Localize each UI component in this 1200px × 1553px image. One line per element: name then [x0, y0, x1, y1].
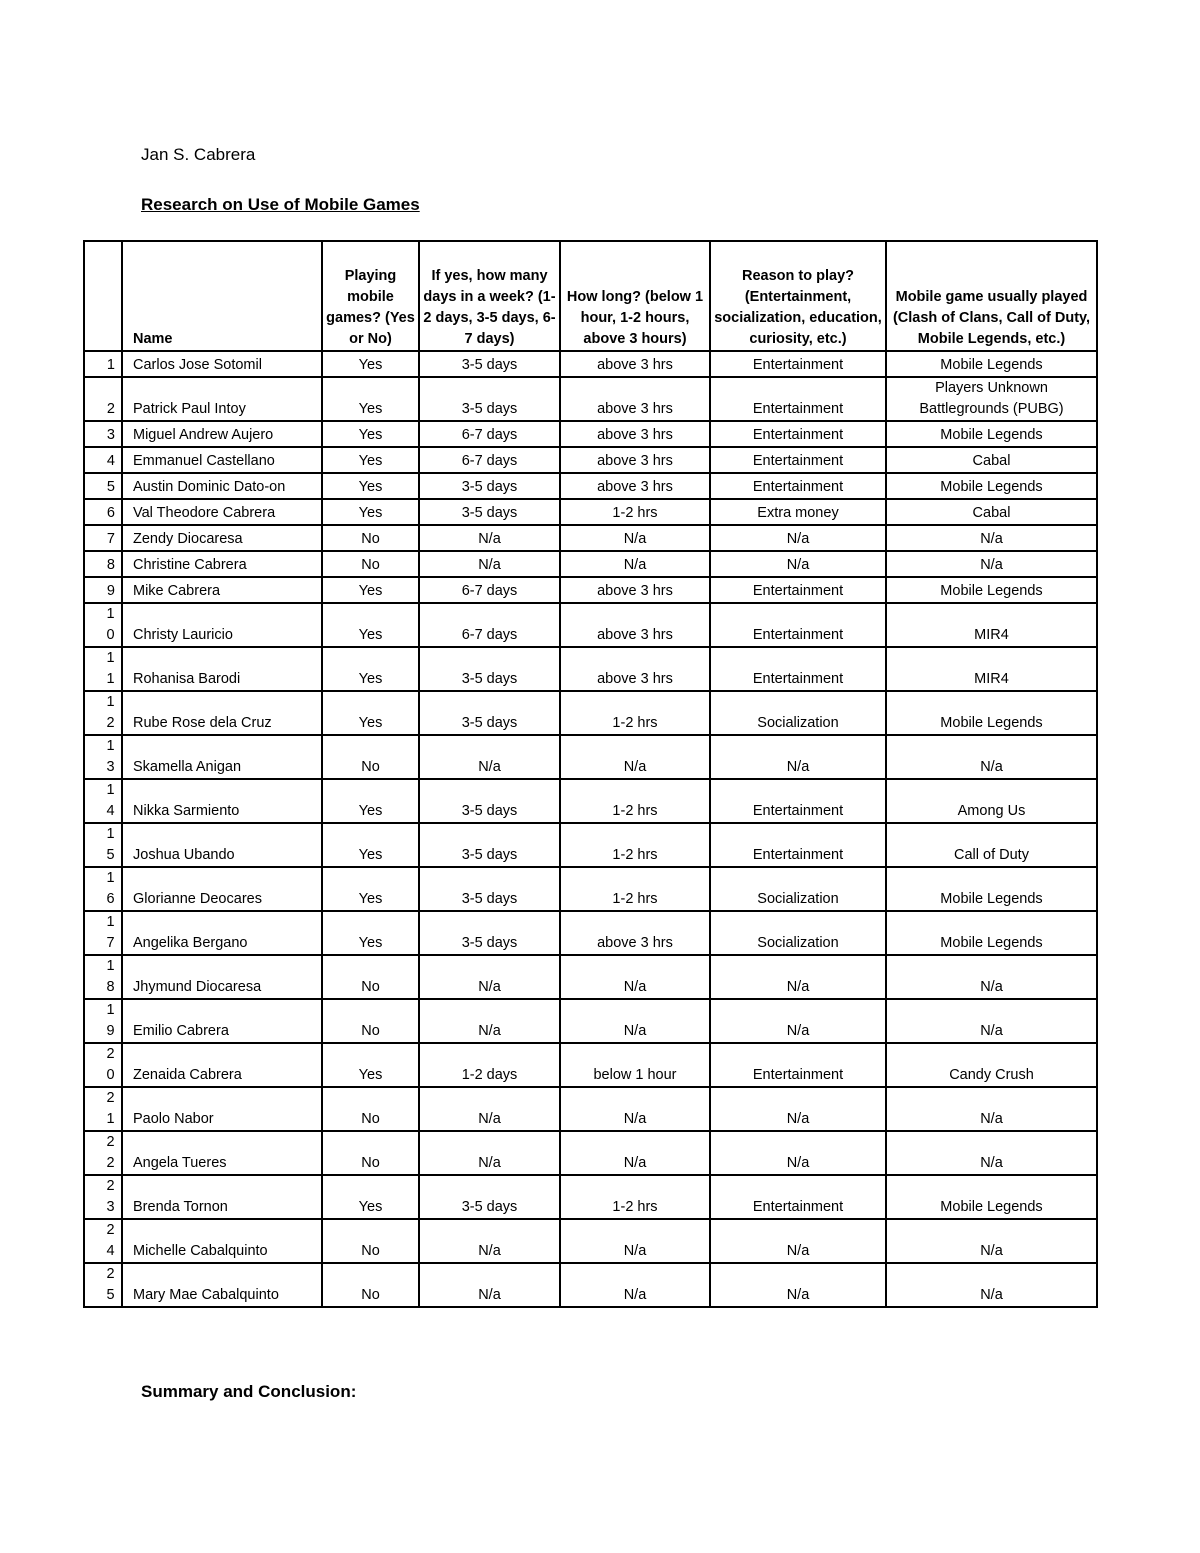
row-number: 1	[84, 351, 122, 377]
respondent-name: Glorianne Deocares	[122, 867, 322, 911]
cell-how-long: N/a	[560, 525, 710, 551]
cell-days: 3-5 days	[419, 823, 560, 867]
cell-days: 6-7 days	[419, 421, 560, 447]
cell-playing: Yes	[322, 473, 419, 499]
cell-game: Mobile Legends	[886, 911, 1097, 955]
respondent-name: Patrick Paul Intoy	[122, 377, 322, 421]
cell-days: N/a	[419, 1263, 560, 1307]
cell-how-long: above 3 hrs	[560, 577, 710, 603]
table-row	[84, 603, 1097, 647]
cell-how-long: 1-2 hrs	[560, 691, 710, 735]
table-row	[84, 1263, 1097, 1307]
cell-how-long: above 3 hrs	[560, 603, 710, 647]
row-number: 9	[84, 577, 122, 603]
cell-days: N/a	[419, 735, 560, 779]
cell-how-long: 1-2 hrs	[560, 779, 710, 823]
cell-game: Mobile Legends	[886, 351, 1097, 377]
respondent-name: Carlos Jose Sotomil	[122, 351, 322, 377]
respondent-name: Paolo Nabor	[122, 1087, 322, 1131]
survey-table-body	[84, 351, 1097, 1307]
table-row	[84, 1131, 1097, 1175]
header-name: Name	[122, 241, 322, 351]
row-number: 8	[84, 551, 122, 577]
cell-playing: Yes	[322, 377, 419, 421]
table-row	[84, 551, 1097, 577]
table-row	[84, 779, 1097, 823]
cell-reason: Entertainment	[710, 603, 886, 647]
row-number: 21	[84, 1087, 122, 1131]
cell-playing: No	[322, 1263, 419, 1307]
cell-how-long: 1-2 hrs	[560, 867, 710, 911]
row-number: 19	[84, 999, 122, 1043]
cell-playing: No	[322, 551, 419, 577]
table-row	[84, 867, 1097, 911]
table-row	[84, 577, 1097, 603]
cell-how-long: above 3 hrs	[560, 911, 710, 955]
cell-playing: No	[322, 735, 419, 779]
row-number: 5	[84, 473, 122, 499]
header-reason: Reason to play? (Entertainment, socialization, education, curiosity, etc.)	[710, 241, 886, 351]
table-row	[84, 473, 1097, 499]
table-row	[84, 351, 1097, 377]
cell-how-long: above 3 hrs	[560, 351, 710, 377]
row-number: 20	[84, 1043, 122, 1087]
cell-playing: Yes	[322, 1043, 419, 1087]
table-row	[84, 499, 1097, 525]
table-row	[84, 1219, 1097, 1263]
cell-reason: Entertainment	[710, 421, 886, 447]
respondent-name: Brenda Tornon	[122, 1175, 322, 1219]
summary-heading: Summary and Conclusion:	[141, 1382, 357, 1401]
cell-game: N/a	[886, 999, 1097, 1043]
cell-days: 3-5 days	[419, 473, 560, 499]
cell-days: 6-7 days	[419, 447, 560, 473]
row-number: 17	[84, 911, 122, 955]
row-number: 22	[84, 1131, 122, 1175]
cell-reason: Extra money	[710, 499, 886, 525]
cell-playing: Yes	[322, 691, 419, 735]
row-number: 13	[84, 735, 122, 779]
table-row	[84, 647, 1097, 691]
cell-reason: N/a	[710, 735, 886, 779]
header-game: Mobile game usually played (Clash of Clans, Call of Duty, Mobile Legends, etc.)	[886, 241, 1097, 351]
cell-playing: Yes	[322, 447, 419, 473]
row-number: 11	[84, 647, 122, 691]
cell-game: Mobile Legends	[886, 421, 1097, 447]
cell-playing: No	[322, 999, 419, 1043]
cell-game: N/a	[886, 955, 1097, 999]
cell-playing: No	[322, 955, 419, 999]
cell-game: Mobile Legends	[886, 867, 1097, 911]
cell-days: 3-5 days	[419, 867, 560, 911]
respondent-name: Miguel Andrew Aujero	[122, 421, 322, 447]
cell-playing: No	[322, 1087, 419, 1131]
respondent-name: Jhymund Diocaresa	[122, 955, 322, 999]
cell-reason: Entertainment	[710, 1175, 886, 1219]
cell-days: 3-5 days	[419, 499, 560, 525]
table-row	[84, 823, 1097, 867]
cell-days: 3-5 days	[419, 647, 560, 691]
respondent-name: Zenaida Cabrera	[122, 1043, 322, 1087]
cell-days: N/a	[419, 525, 560, 551]
cell-how-long: above 3 hrs	[560, 447, 710, 473]
cell-game: N/a	[886, 1131, 1097, 1175]
cell-playing: Yes	[322, 647, 419, 691]
respondent-name: Skamella Anigan	[122, 735, 322, 779]
table-row	[84, 421, 1097, 447]
cell-reason: N/a	[710, 1131, 886, 1175]
respondent-name: Rube Rose dela Cruz	[122, 691, 322, 735]
respondent-name: Zendy Diocaresa	[122, 525, 322, 551]
cell-game: Mobile Legends	[886, 473, 1097, 499]
cell-playing: Yes	[322, 779, 419, 823]
row-number: 16	[84, 867, 122, 911]
respondent-name: Rohanisa Barodi	[122, 647, 322, 691]
cell-game: Mobile Legends	[886, 577, 1097, 603]
cell-reason: Entertainment	[710, 779, 886, 823]
row-number: 6	[84, 499, 122, 525]
cell-game: N/a	[886, 551, 1097, 577]
cell-how-long: N/a	[560, 1263, 710, 1307]
header-num	[84, 241, 122, 351]
cell-playing: Yes	[322, 351, 419, 377]
cell-reason: Entertainment	[710, 823, 886, 867]
cell-game: Cabal	[886, 499, 1097, 525]
cell-game: Mobile Legends	[886, 1175, 1097, 1219]
table-row	[84, 1175, 1097, 1219]
cell-how-long: N/a	[560, 1087, 710, 1131]
respondent-name: Christine Cabrera	[122, 551, 322, 577]
table-row	[84, 1087, 1097, 1131]
cell-reason: N/a	[710, 551, 886, 577]
cell-reason: N/a	[710, 1219, 886, 1263]
cell-game: N/a	[886, 735, 1097, 779]
table-row	[84, 525, 1097, 551]
row-number: 25	[84, 1263, 122, 1307]
respondent-name: Angela Tueres	[122, 1131, 322, 1175]
respondent-name: Michelle Cabalquinto	[122, 1219, 322, 1263]
cell-game: Cabal	[886, 447, 1097, 473]
row-number: 24	[84, 1219, 122, 1263]
row-number: 3	[84, 421, 122, 447]
table-row	[84, 911, 1097, 955]
cell-playing: Yes	[322, 823, 419, 867]
cell-reason: Entertainment	[710, 351, 886, 377]
cell-days: N/a	[419, 551, 560, 577]
cell-how-long: 1-2 hrs	[560, 823, 710, 867]
cell-how-long: N/a	[560, 999, 710, 1043]
author-name: Jan S. Cabrera	[141, 145, 256, 164]
cell-reason: Entertainment	[710, 377, 886, 421]
row-number: 23	[84, 1175, 122, 1219]
cell-days: 3-5 days	[419, 779, 560, 823]
survey-table	[83, 240, 1098, 1308]
respondent-name: Austin Dominic Dato-on	[122, 473, 322, 499]
cell-reason: Entertainment	[710, 447, 886, 473]
table-row	[84, 447, 1097, 473]
table-row	[84, 955, 1097, 999]
cell-reason: Socialization	[710, 911, 886, 955]
cell-playing: No	[322, 1219, 419, 1263]
cell-how-long: N/a	[560, 1219, 710, 1263]
cell-reason: N/a	[710, 1263, 886, 1307]
cell-playing: No	[322, 1131, 419, 1175]
cell-days: N/a	[419, 955, 560, 999]
cell-how-long: N/a	[560, 735, 710, 779]
cell-reason: Entertainment	[710, 473, 886, 499]
cell-game: Players Unknown Battlegrounds (PUBG)	[886, 377, 1097, 421]
cell-playing: Yes	[322, 603, 419, 647]
cell-reason: N/a	[710, 1087, 886, 1131]
cell-game: Call of Duty	[886, 823, 1097, 867]
row-number: 14	[84, 779, 122, 823]
cell-how-long: 1-2 hrs	[560, 1175, 710, 1219]
header-playing: Playing mobile games? (Yes or No)	[322, 241, 419, 351]
cell-game: MIR4	[886, 603, 1097, 647]
cell-reason: Entertainment	[710, 577, 886, 603]
cell-days: 3-5 days	[419, 377, 560, 421]
table-row	[84, 377, 1097, 421]
document-title: Research on Use of Mobile Games	[141, 195, 420, 214]
cell-reason: N/a	[710, 525, 886, 551]
cell-playing: Yes	[322, 867, 419, 911]
cell-days: N/a	[419, 1087, 560, 1131]
cell-reason: Entertainment	[710, 1043, 886, 1087]
cell-reason: Socialization	[710, 867, 886, 911]
respondent-name: Val Theodore Cabrera	[122, 499, 322, 525]
cell-game: N/a	[886, 525, 1097, 551]
cell-days: 3-5 days	[419, 691, 560, 735]
cell-playing: Yes	[322, 421, 419, 447]
cell-playing: No	[322, 525, 419, 551]
cell-game: Candy Crush	[886, 1043, 1097, 1087]
cell-how-long: N/a	[560, 551, 710, 577]
cell-playing: Yes	[322, 577, 419, 603]
cell-days: N/a	[419, 1131, 560, 1175]
cell-game: MIR4	[886, 647, 1097, 691]
respondent-name: Emilio Cabrera	[122, 999, 322, 1043]
header-days: If yes, how many days in a week? (1-2 days, 3-5 days, 6-7 days)	[419, 241, 560, 351]
cell-days: 6-7 days	[419, 603, 560, 647]
cell-days: 1-2 days	[419, 1043, 560, 1087]
cell-how-long: 1-2 hrs	[560, 499, 710, 525]
cell-how-long: above 3 hrs	[560, 421, 710, 447]
cell-game: Among Us	[886, 779, 1097, 823]
cell-days: N/a	[419, 999, 560, 1043]
row-number: 4	[84, 447, 122, 473]
cell-game: N/a	[886, 1219, 1097, 1263]
table-row	[84, 999, 1097, 1043]
row-number: 15	[84, 823, 122, 867]
cell-how-long: below 1 hour	[560, 1043, 710, 1087]
row-number: 18	[84, 955, 122, 999]
cell-days: 3-5 days	[419, 911, 560, 955]
respondent-name: Joshua Ubando	[122, 823, 322, 867]
row-number: 7	[84, 525, 122, 551]
row-number: 12	[84, 691, 122, 735]
table-row	[84, 691, 1097, 735]
cell-how-long: above 3 hrs	[560, 473, 710, 499]
cell-playing: Yes	[322, 911, 419, 955]
cell-reason: N/a	[710, 955, 886, 999]
cell-days: N/a	[419, 1219, 560, 1263]
cell-days: 6-7 days	[419, 577, 560, 603]
cell-how-long: above 3 hrs	[560, 377, 710, 421]
cell-reason: N/a	[710, 999, 886, 1043]
cell-how-long: above 3 hrs	[560, 647, 710, 691]
table-header-row	[84, 241, 1097, 351]
respondent-name: Emmanuel Castellano	[122, 447, 322, 473]
cell-playing: Yes	[322, 499, 419, 525]
cell-game: N/a	[886, 1263, 1097, 1307]
respondent-name: Mary Mae Cabalquinto	[122, 1263, 322, 1307]
cell-reason: Entertainment	[710, 647, 886, 691]
respondent-name: Nikka Sarmiento	[122, 779, 322, 823]
respondent-name: Angelika Bergano	[122, 911, 322, 955]
row-number: 2	[84, 377, 122, 421]
table-row	[84, 1043, 1097, 1087]
cell-game: Mobile Legends	[886, 691, 1097, 735]
cell-how-long: N/a	[560, 955, 710, 999]
cell-how-long: N/a	[560, 1131, 710, 1175]
cell-game: N/a	[886, 1087, 1097, 1131]
cell-reason: Socialization	[710, 691, 886, 735]
cell-days: 3-5 days	[419, 351, 560, 377]
cell-days: 3-5 days	[419, 1175, 560, 1219]
table-row	[84, 735, 1097, 779]
respondent-name: Mike Cabrera	[122, 577, 322, 603]
header-how-long: How long? (below 1 hour, 1-2 hours, above 3 hours)	[560, 241, 710, 351]
row-number: 10	[84, 603, 122, 647]
respondent-name: Christy Lauricio	[122, 603, 322, 647]
cell-playing: Yes	[322, 1175, 419, 1219]
